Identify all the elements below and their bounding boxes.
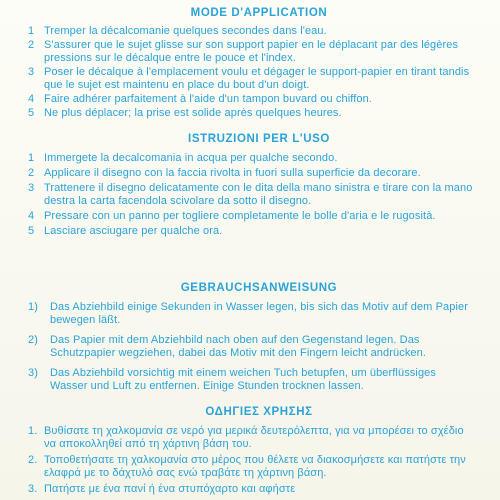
list-item: 5 Lasciare asciugare per qualche ora. — [28, 225, 223, 237]
list-french — [28, 25, 476, 120]
list-item: 3) Das Abziehbild vorsichtig mit einem weichen Tuch betupfen, um überflüssiges Wasser und Luft zu entfernen. Einige Stunden trocknen lassen. — [28, 367, 436, 392]
list-item: 1. Βυθίσατε τη χαλκομανία σε νερό για μερικά δευτερόλεπτα, για να μπορέσει το σχέδιο να αποκολληθεί από τη χάρτινη βάση του. — [28, 425, 464, 450]
list-item: 3. Πατήστε με ένα πανί ή ένα στυπόχαρτο και αφήστε — [28, 483, 296, 495]
list-item: 3 Poser le décalque à l'emplacement voulu et dégager le support-papier en tirant tandis que le sujet est maintenu en place du bout d'un doigt. — [28, 66, 470, 91]
heading-italian: ISTRUZIONI PER L'USO — [188, 133, 330, 145]
list-item: 1 Tremper la décalcomanie quelques secondes dans l'eau. — [28, 25, 327, 37]
heading-german: GEBRAUCHSANWEISUNG — [180, 282, 338, 294]
list-item: 4 Faire adhérer parfaitement à l'aide d'un tampon buvard ou chiffon. — [28, 93, 372, 105]
section-italian — [28, 133, 476, 238]
list-item: 3 Trattenere il disegno delicatamente con le dita della mano sinistra e tirare con la mano destra la carta facendola scivolare da sotto il disegno. — [28, 182, 473, 207]
list-item: 2 Applicare il disegno con la faccia rivolta in fuori sulla superficie da decorare. — [28, 167, 421, 179]
heading-greek: ΟΔΗΓΙΕΣ ΧΡΗΣΗΣ — [205, 406, 313, 418]
heading-french: MODE D'APPLICATION — [190, 7, 328, 19]
list-item: 4 Pressare con un panno per togliere completamente le bolle d'aria e le rugosità. — [28, 210, 436, 222]
section-french — [28, 7, 476, 120]
list-italian — [28, 152, 476, 238]
section-german — [28, 282, 476, 393]
section-greek — [28, 406, 476, 496]
list-item: 2. Τοποθετήσατε τη χαλκομανία στο μέρος που θέλετε να διακοσμήσετε και πατήστε την ελαφρά με το δάχτυλό σας ενώ τραβάτε τη χάρτινη βάση. — [28, 454, 466, 479]
list-item: 1 Immergete la decalcomania in acqua per qualche secondo. — [28, 152, 338, 164]
list-item: 5 Ne plus déplacer; la prise est solide après quelques heures. — [28, 107, 342, 119]
list-greek — [28, 425, 476, 496]
list-item: 2) Das Papier mit dem Abziehbild nach oben auf den Gegenstand legen. Das Schutzpapier wegziehen, dabei das Motiv mit den Fingern leicht andrücken. — [28, 334, 427, 359]
list-item: 2 S'assurer que le sujet glisse sur son support papier en le déplacant par des légères pressions sur le décalque entre le pouce et l'index. — [28, 39, 459, 64]
list-item: 1) Das Abziehbild einige Sekunden in Wasser legen, bis sich das Motiv auf dem Papier bewegen läßt. — [28, 301, 468, 326]
list-german — [28, 301, 476, 393]
